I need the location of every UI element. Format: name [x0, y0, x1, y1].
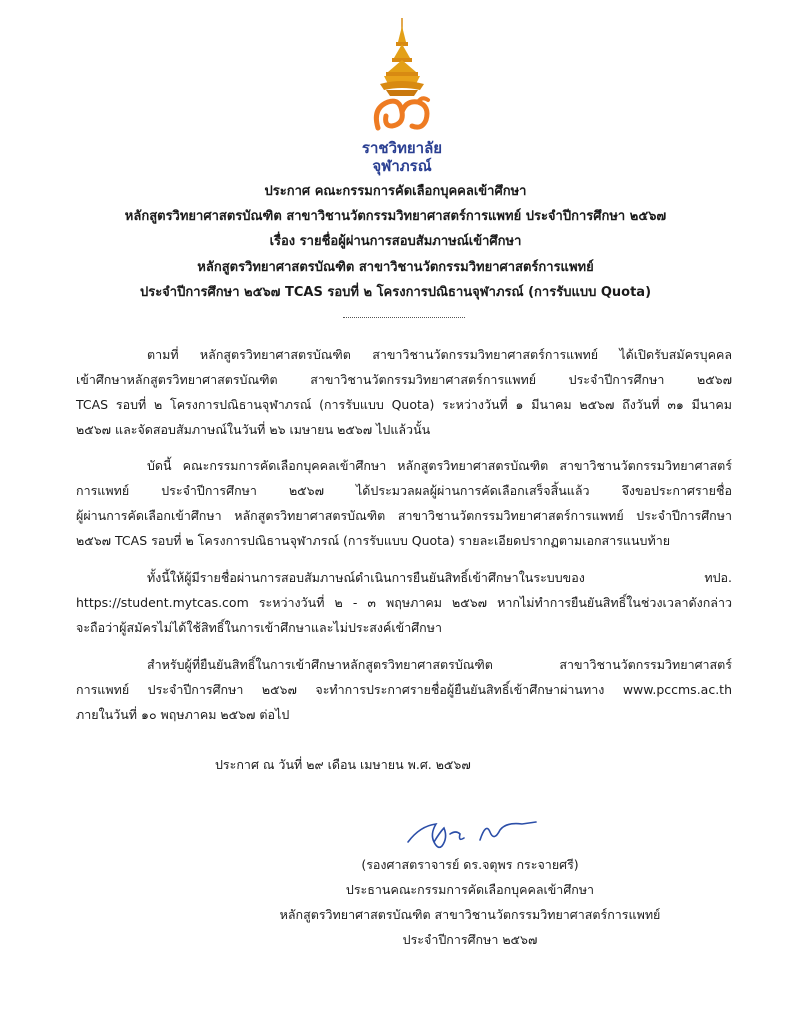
paragraph-3-line-2: https://student.mytcas.com ระหว่างวันที่ ๒ - ๓ พฤษภาคม ๒๕๖๗ หากไม่ทำการยืนยันสิทธิ์ในช่วงเวลาดังกล่าว — [76, 595, 732, 610]
heading-line-2: หลักสูตรวิทยาศาสตรบัณฑิต สาขาวิชานวัตกรรมวิทยาศาสตร์การแพทย์ ประจำปีการศึกษา ๒๕๖๗ — [124, 209, 667, 224]
paragraph-2-line-3: ผู้ผ่านการคัดเลือกเข้าศึกษา หลักสูตรวิทยาศาสตรบัณฑิต สาขาวิชานวัตกรรมวิทยาศาสตร์การแพทย์ ประจำปีการศึกษา — [76, 508, 732, 523]
signatory-position-2: หลักสูตรวิทยาศาสตรบัณฑิต สาขาวิชานวัตกรรมวิทยาศาสตร์การแพทย์ — [279, 907, 661, 922]
announcement-date: ประกาศ ณ วันที่ ๒๙ เดือน เมษายน พ.ศ. ๒๕๖๗ — [215, 757, 471, 772]
college-name-line1: ราชวิทยาลัย — [361, 139, 443, 157]
signatory-position-3: ประจำปีการศึกษา ๒๕๖๗ — [402, 932, 538, 947]
paragraph-1-line-4: ๒๕๖๗ และจัดสอบสัมภาษณ์ในวันที่ ๒๖ เมษายน ๒๕๖๗ ไปแล้วนั้น — [76, 422, 431, 437]
paragraph-2-line-2: การแพทย์ ประจำปีการศึกษา ๒๕๖๗ ได้ประมวลผลผู้ผ่านการคัดเลือกเสร็จสิ้นแล้ว จึงขอประกาศรายชื่อ — [76, 483, 732, 498]
paragraph-2-line-1: บัดนี้ คณะกรรมการคัดเลือกบุคคลเข้าศึกษา หลักสูตรวิทยาศาสตรบัณฑิต สาขาวิชานวัตกรรมวิทยาศาสตร์ — [147, 458, 732, 473]
heading-line-3: เรื่อง รายชื่อผู้ผ่านการสอบสัมภาษณ์เข้าศึกษา — [269, 234, 522, 249]
paragraph-4-line-3: ภายในวันที่ ๑๐ พฤษภาคม ๒๕๖๗ ต่อไป — [76, 707, 290, 722]
college-emblem-icon — [362, 16, 442, 138]
heading-divider — [343, 317, 465, 318]
paragraph-2-line-4: ๒๕๖๗ TCAS รอบที่ ๒ โครงการปณิธานจุฬาภรณ์ (การรับแบบ Quota) รายละเอียดปรากฏตามเอกสารแนบท้าย — [76, 533, 671, 548]
paragraph-1-line-3: TCAS รอบที่ ๒ โครงการปณิธานจุฬาภรณ์ (การรับแบบ Quota) ระหว่างวันที่ ๑ มีนาคม ๒๕๖๗ ถึงวันที่ ๓๑ มีนาคม — [76, 397, 732, 412]
paragraph-3-line-1: ทั้งนี้ให้ผู้มีรายชื่อผ่านการสอบสัมภาษณ์ดำเนินการยืนยันสิทธิ์เข้าศึกษาในระบบของ ทปอ. — [147, 570, 732, 585]
paragraph-1-line-1: ตามที่ หลักสูตรวิทยาศาสตรบัณฑิต สาขาวิชานวัตกรรมวิทยาศาสตร์การแพทย์ ได้เปิดรับสมัครบุคคล — [147, 347, 732, 362]
paragraph-4-line-2: การแพทย์ ประจำปีการศึกษา ๒๕๖๗ จะทำการประกาศรายชื่อผู้ยืนยันสิทธิ์เข้าศึกษาผ่านทาง www.pccms.ac.th — [76, 682, 732, 697]
heading-line-5: ประจำปีการศึกษา ๒๕๖๗ TCAS รอบที่ ๒ โครงการปณิธานจุฬาภรณ์ (การรับแบบ Quota) — [139, 285, 652, 300]
college-name-line2: จุฬาภรณ์ — [372, 157, 432, 175]
heading-line-1: ประกาศ คณะกรรมการคัดเลือกบุคคลเข้าศึกษา — [264, 184, 527, 199]
paragraph-3-line-3: จะถือว่าผู้สมัครไม่ได้ใช้สิทธิ์ในการเข้าศึกษาและไม่ประสงค์เข้าศึกษา — [76, 620, 442, 635]
signatory-name: (รองศาสตราจารย์ ดร.จตุพร กระจายศรี) — [361, 857, 579, 872]
paragraph-4-line-1: สำหรับผู้ที่ยืนยันสิทธิ์ในการเข้าศึกษาหลักสูตรวิทยาศาสตรบัณฑิต สาขาวิชานวัตกรรมวิทยาศาสตร์ — [147, 657, 732, 672]
paragraph-1-line-2: เข้าศึกษาหลักสูตรวิทยาศาสตรบัณฑิต สาขาวิชานวัตกรรมวิทยาศาสตร์การแพทย์ ประจำปีการศึกษา ๒๕๖๗ — [76, 372, 732, 387]
signatory-position-1: ประธานคณะกรรมการคัดเลือกบุคคลเข้าศึกษา — [345, 882, 595, 897]
heading-line-4: หลักสูตรวิทยาศาสตรบัณฑิต สาขาวิชานวัตกรรมวิทยาศาสตร์การแพทย์ — [197, 260, 594, 275]
signature-icon — [400, 812, 540, 852]
